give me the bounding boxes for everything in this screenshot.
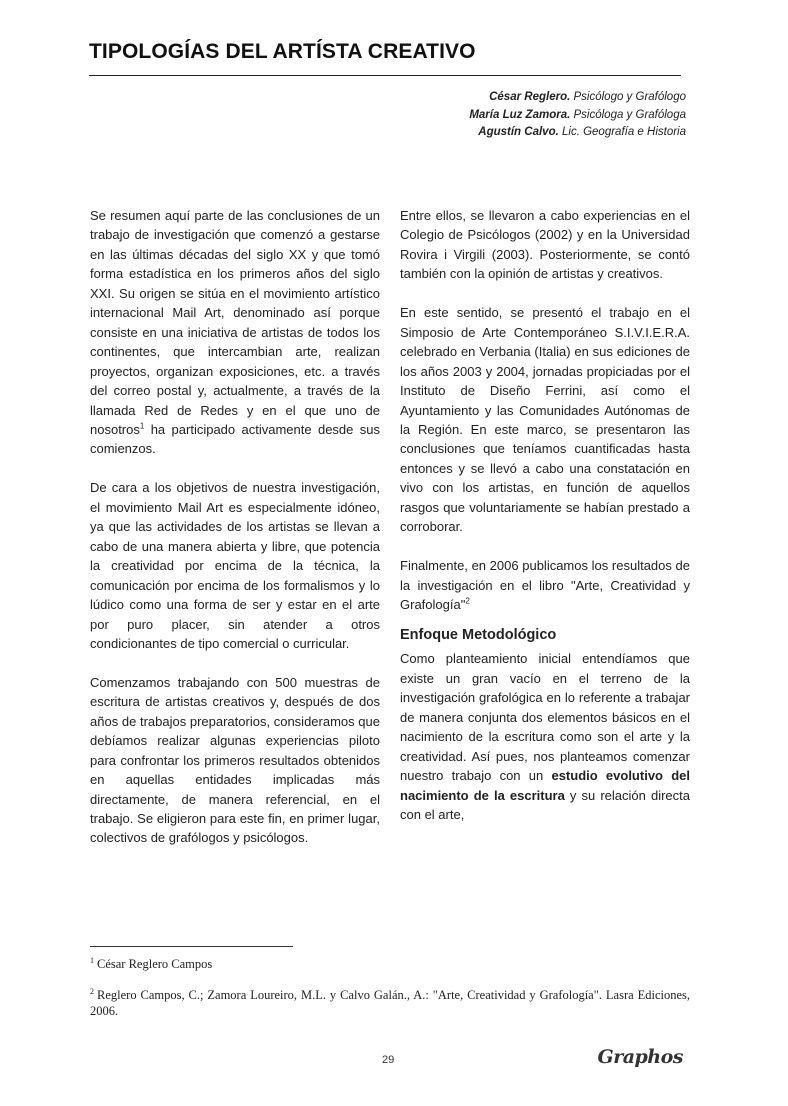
section-heading: Enfoque Metodológico xyxy=(400,627,557,644)
author-role: Psicóloga y Grafóloga xyxy=(570,108,686,121)
footnote-number: 2 xyxy=(90,986,94,996)
body-paragraph: En este sentido, se presentó el trabajo en el Simposio de Arte Contemporáneo S.I.V.I.E.R.A. celebrado en Verbania (Italia) en sus ediciones de los años 2003 y 2004, jornadas propiciadas por el Instituto de Diseño Ferrini, así como el Ayuntamiento y las Comunidades Autónomas de la Región. En este marco, se presentaron las conclusiones que teníamos cuantificadas hasta entonces y se llevó a cabo una constatación en vivo con los artistas, en función de aquellos rasgos que voluntariamente se habían prestado a corroborar. xyxy=(400,305,690,535)
author-role: Lic. Geografía e Historia xyxy=(558,126,686,138)
right-column xyxy=(400,206,690,825)
body-paragraph: De cara a los objetivos de nuestra investigación, el movimiento Mail Art es especialmente idóneo, ya que las actividades de los artistas se llevan a cabo de una manera abierta y libre, que potencia la creatividad por encima de la técnica, la comunicación por encima de los formalismos y lo lúdico como una forma de ser y estar en el arte por puro placer, sin atender a otros condicionantes de tipo comercial o curricular. xyxy=(90,480,380,651)
body-paragraph xyxy=(400,649,690,824)
emphasis-text: estudio evolutivo del nacimiento de la escritura xyxy=(400,768,691,803)
author-line xyxy=(469,124,686,142)
footnote xyxy=(90,956,212,972)
body-paragraph: Comenzamos trabajando con 500 muestras de escritura de artistas creativos y, después de dos años de trabajos preparatorios, consideramos que debíamos realizar algunas experiencias piloto para confrontar los primeros resultados obtenidos en aquellas entidades implicadas más directamente, de manera referencial, en el trabajo. Se eligieron para este fin, en primer lugar, colectivos de grafólogos y psicólogos. xyxy=(90,674,380,846)
paragraph-text: y su relación directa con el arte, xyxy=(400,787,690,823)
footnote-text: César Reglero Campos xyxy=(97,957,213,971)
paragraph-text: ha participado activamente desde sus comienzos. xyxy=(90,421,380,457)
title-rule xyxy=(89,75,681,76)
page-title: TIPOLOGÍAS DEL ARTÍSTA CREATIVO xyxy=(89,40,476,63)
footnote-number: 1 xyxy=(90,955,94,965)
body-paragraph xyxy=(400,556,690,614)
author-line xyxy=(469,107,686,125)
author-line xyxy=(469,89,686,107)
author-name: María Luz Zamora. xyxy=(469,108,571,121)
footnote-ref: 1 xyxy=(139,421,145,431)
author-name: César Reglero. xyxy=(489,91,571,103)
footnote-text: Reglero Campos, C.; Zamora Loureiro, M.L. y Calvo Galán., A.: "Arte, Creatividad y Grafología". Lasra Ediciones, 2006. xyxy=(90,988,690,1018)
footnote-rule xyxy=(90,946,293,947)
author-list xyxy=(469,89,686,142)
author-role: Psicólogo y Grafólogo xyxy=(570,91,686,103)
brand-logo: Graphos xyxy=(597,1046,683,1068)
paragraph-text: Finalmente, en 2006 publicamos los resultados de la investigación en el libro "Arte, Creatividad y Grafología" xyxy=(400,558,690,613)
paragraph-text: Se resumen aquí parte de las conclusiones de un trabajo de investigación que comenzó a gestarse en las últimas décadas del siglo XX y que tomó forma estadística en los primeros años del siglo XXI. Su origen se sitúa en el movimiento artístico internacional Mail Art, denominado así porque consiste en una iniciativa de artistas de todos los continentes, que intercambian arte, realizan proyectos, organizan exposiciones, etc. a través del correo postal y, actualmente, a través de la llamada Red de Redes y en el que uno de nosotros xyxy=(90,208,380,437)
paragraph-text: Como planteamiento inicial entendíamos que existe un gran vacío en el terreno de la investigación grafológica en lo referente a trabajar de manera conjunta dos elementos básicos en el nacimiento de la escritura como son el arte y la creatividad. Así pues, nos planteamos comenzar nuestro trabajo con un xyxy=(400,651,690,784)
footnote xyxy=(90,987,690,1019)
body-paragraph xyxy=(90,206,380,459)
body-paragraph: Entre ellos, se llevaron a cabo experiencias en el Colegio de Psicólogos (2002) y en la Universidad Rovira i Virgili (2003). Posteriormente, se contó también con la opinión de artistas y creativos. xyxy=(400,208,690,282)
author-name: Agustín Calvo. xyxy=(478,126,559,138)
left-column xyxy=(90,206,380,848)
page-number: 29 xyxy=(382,1054,395,1066)
footnote-ref: 2 xyxy=(465,596,470,606)
